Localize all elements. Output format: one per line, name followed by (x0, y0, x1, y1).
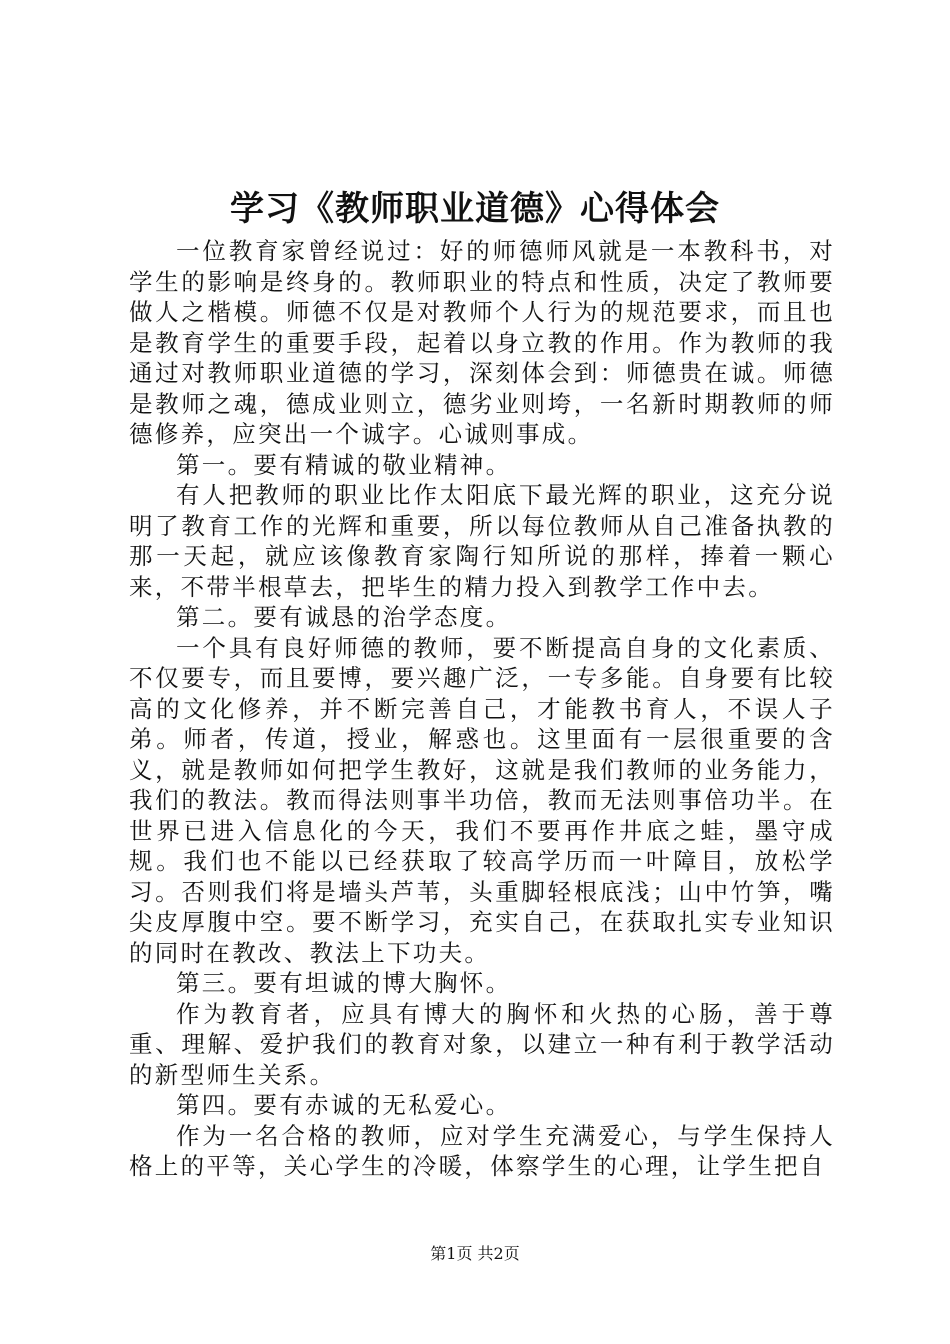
document-body (129, 236, 835, 1182)
paragraph-section-4: 作为一名合格的教师，应对学生充满爱心，与学生保持人格上的平等，关心学生的冷暖，体察学生的心理，让学生把自 (129, 1121, 835, 1180)
section-heading-2: 第二。要有诚恳的治学态度。 (176, 603, 512, 631)
section-heading-1: 第一。要有精诚的敬业精神。 (176, 450, 512, 479)
paragraph-section-1: 有人把教师的职业比作太阳底下最光辉的职业，这充分说明了教育工作的光辉和重要，所以每位教师从自己准备执教的那一天起，就应该像教育家陶行知所说的那样，捧着一颗心来，不带半根草去，把毕生的精力投入到教学工作中去。 (129, 481, 835, 601)
paragraph-section-2: 一个具有良好师德的教师，要不断提高自身的文化素质、不仅要专，而且要博，要兴趣广泛，一专多能。自身要有比较高的文化修养，并不断完善自己，才能教书育人，不误人子弟。师者，传道，授业，解惑也。这里面有一层很重要的含义，就是教师如何把学生教好，这就是我们教师的业务能力，我们的教法。教而得法则事半功倍，教而无法则事倍功半。在世界已进入信息化的今天，我们不要再作井底之蛙，墨守成规。我们也不能以已经获取了较高学历而一叶障目，放松学习。否则我们将是墙头芦苇，头重脚轻根底浅；山中竹笋，嘴尖皮厚腹中空。要不断学习，充实自己，在获取扎实专业知识的同时在教改、教法上下功夫。 (129, 633, 835, 967)
document-title: 学习《教师职业道德》心得体会 (230, 189, 720, 229)
section-heading-4: 第四。要有赤诚的无私爱心。 (176, 1091, 512, 1119)
page-footer: 第1页 共2页 (430, 1244, 520, 1263)
paragraph-intro: 一位教育家曾经说过：好的师德师风就是一本教科书，对学生的影响是终身的。教师职业的特点和性质，决定了教师要做人之楷模。师德不仅是对教师个人行为的规范要求，而且也是教育学生的重要手段，起着以身立教的作用。作为教师的我通过对教师职业道德的学习，深刻体会到：师德贵在诚。师德是教师之魂，德成业则立，德劣业则垮，一名新时期教师的师德修养，应突出一个诚字。心诚则事成。 (129, 237, 835, 448)
section-heading-3: 第三。要有坦诚的博大胸怀。 (176, 969, 512, 997)
paragraph-section-3: 作为教育者，应具有博大的胸怀和火热的心肠，善于尊重、理解、爱护我们的教育对象，以建立一种有利于教学活动的新型师生关系。 (129, 999, 835, 1089)
